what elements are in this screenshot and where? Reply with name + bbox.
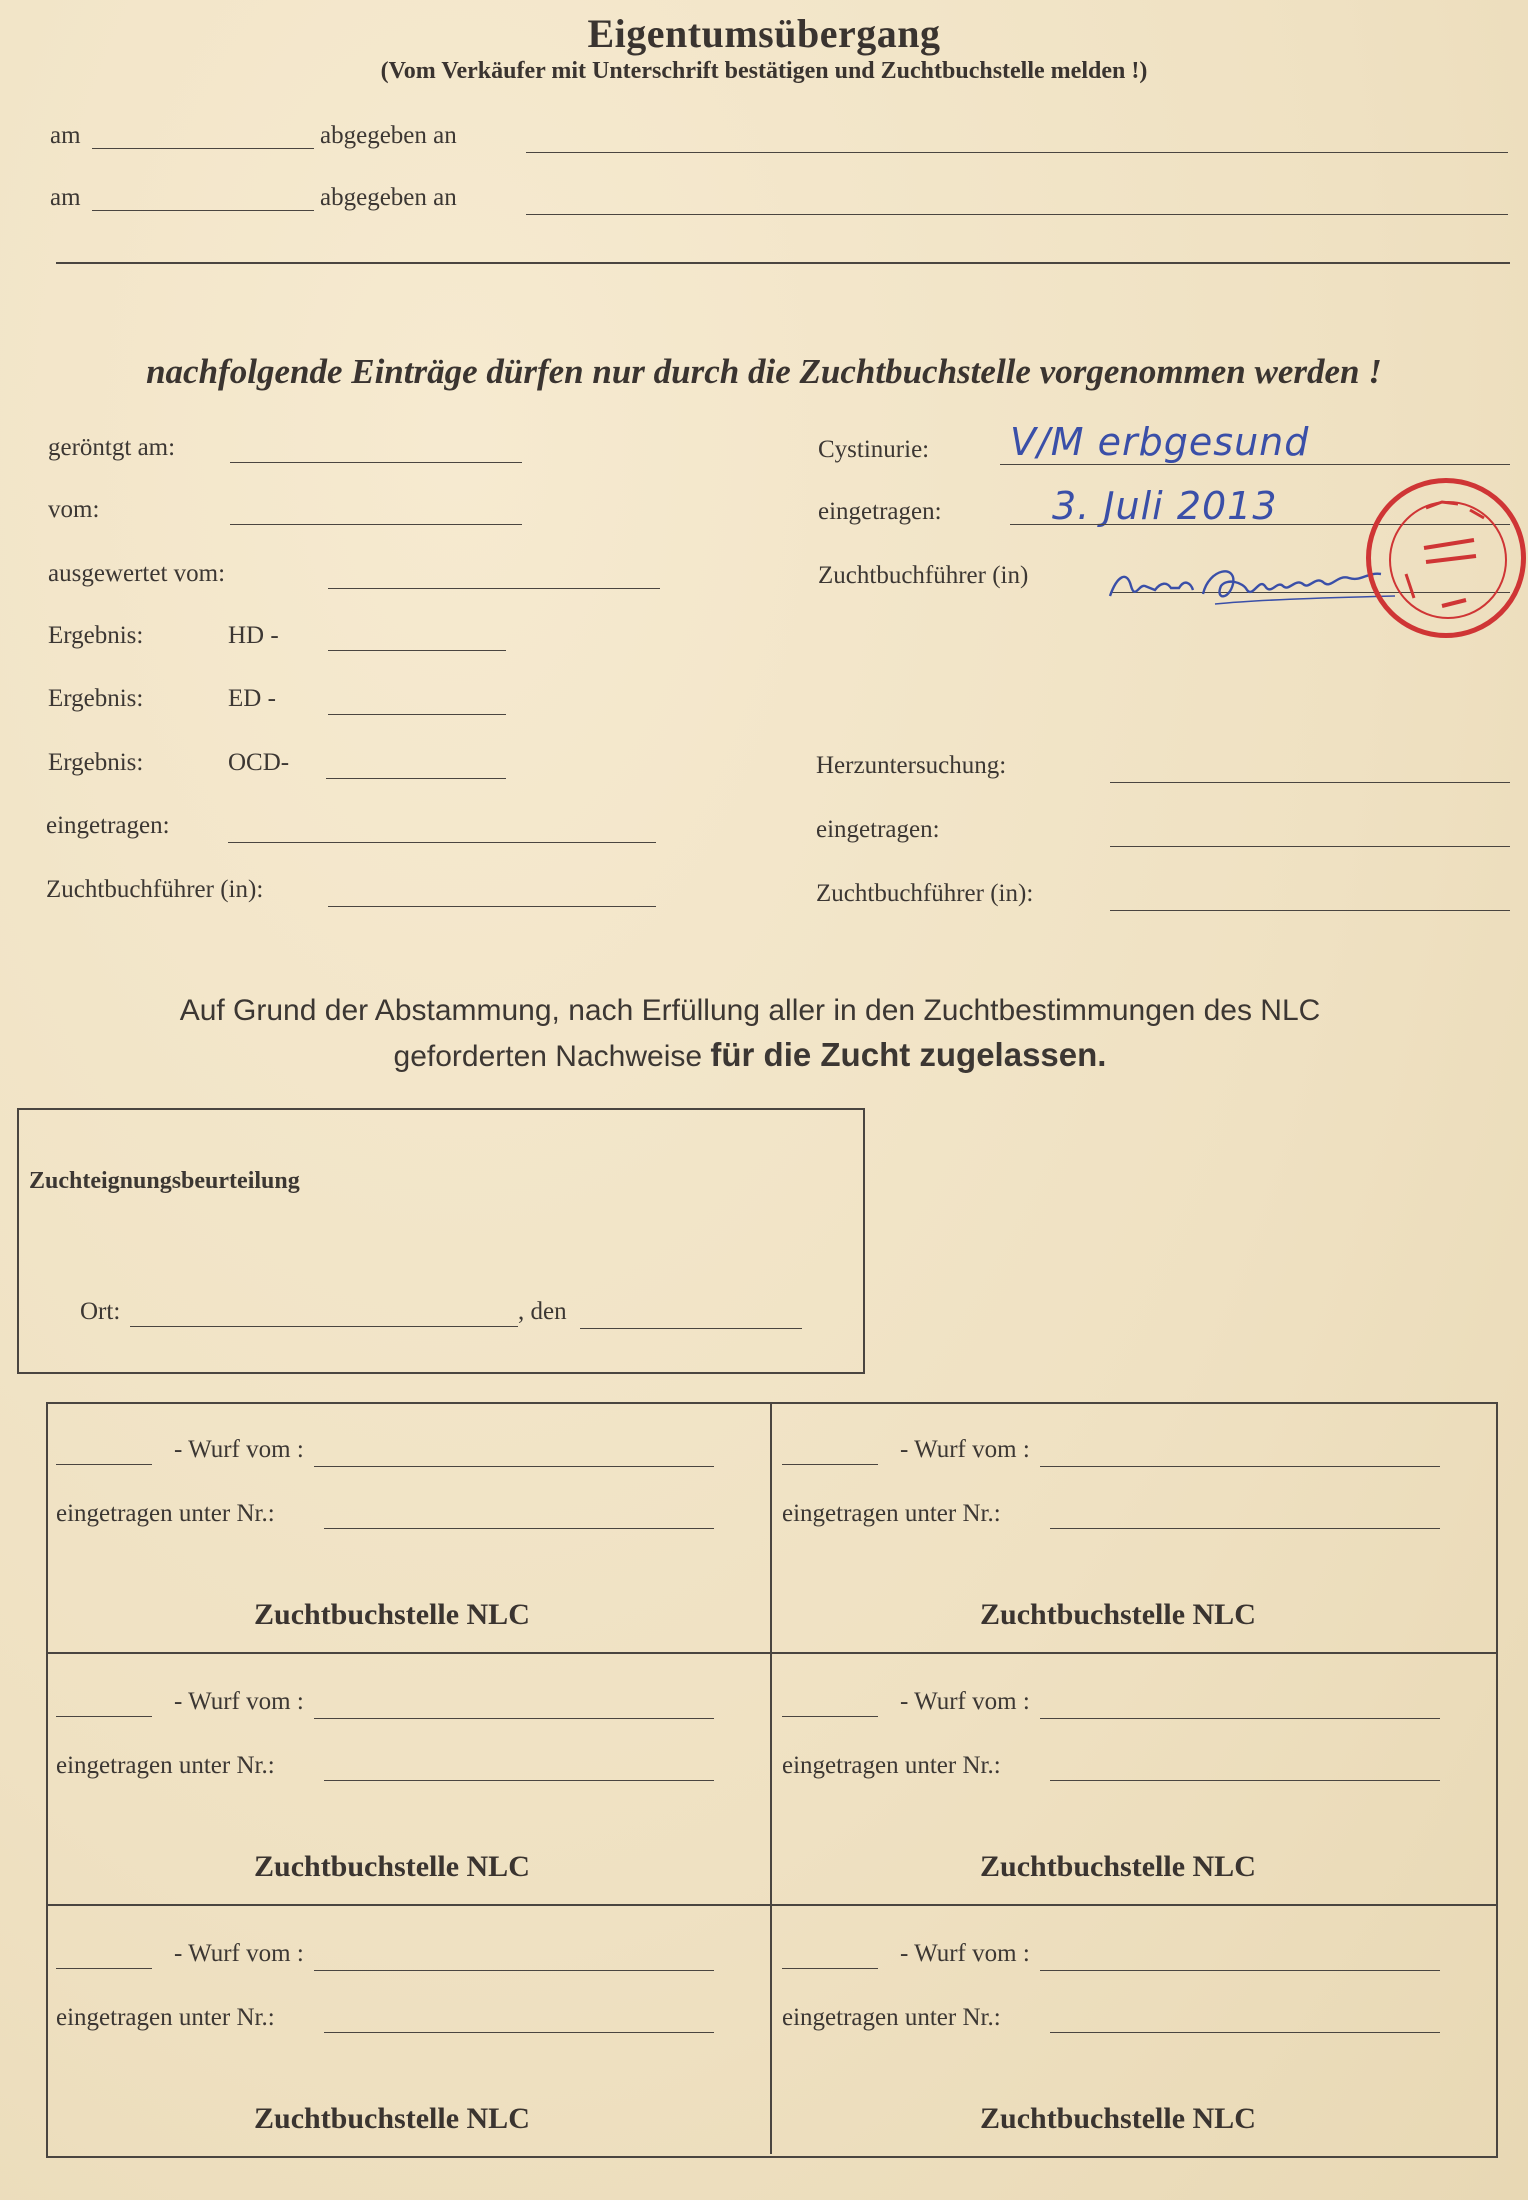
litter-grid-hdivider (46, 1652, 1496, 1654)
litter-footer: Zuchtbuchstelle NLC (254, 1598, 530, 1631)
zuchtbuchfuehrer-label-right: Zuchtbuchführer (in) (818, 562, 1029, 589)
eingetragen-label-right: eingetragen: (818, 498, 942, 525)
approval-line-2 (0, 1036, 1528, 1074)
abgegeben-label-1: abgegeben an (320, 122, 457, 149)
hd-field[interactable] (328, 650, 506, 651)
abgegeben-field-2[interactable] (526, 214, 1508, 215)
litter-wurf-label: - Wurf vom : (900, 1688, 1030, 1715)
litter-number-field[interactable] (782, 1968, 878, 1969)
ed-field[interactable] (328, 714, 506, 715)
litter-date-field[interactable] (1040, 1718, 1440, 1719)
abgegeben-field-1[interactable] (526, 152, 1508, 153)
litter-footer: Zuchtbuchstelle NLC (980, 2102, 1256, 2135)
am-date-field-2[interactable] (92, 210, 314, 211)
litter-number-field[interactable] (782, 1716, 878, 1717)
litter-date-field[interactable] (1040, 1466, 1440, 1467)
herzuntersuchung-label: Herzuntersuchung: (816, 752, 1007, 779)
litter-eingetragen-label: eingetragen unter Nr.: (56, 2004, 275, 2031)
herzuntersuchung-field[interactable] (1110, 782, 1510, 783)
page-title: Eigentumsübergang (587, 11, 941, 56)
ergebnis-label-ocd: Ergebnis: (48, 749, 144, 776)
ausgewertet-field[interactable] (328, 588, 660, 589)
assessment-box (17, 1108, 865, 1374)
zuchtbuchfuehrer-label-left: Zuchtbuchführer (in): (46, 876, 264, 903)
litter-nr-field[interactable] (1050, 1780, 1440, 1781)
approval-line-2-bold: für die Zucht zugelassen. (710, 1036, 1107, 1073)
approval-line-2-normal: geforderten Nachweise (393, 1040, 703, 1073)
section-divider (56, 262, 1510, 264)
vom-label: vom: (48, 496, 100, 523)
litter-eingetragen-label: eingetragen unter Nr.: (782, 1752, 1001, 1779)
litter-wurf-label: - Wurf vom : (900, 1940, 1030, 1967)
zuchtbuchfuehrer-field-left[interactable] (328, 906, 656, 907)
club-stamp (1366, 478, 1526, 638)
ort-label: Ort: (80, 1298, 121, 1325)
ergebnis-label-hd: Ergebnis: (48, 622, 144, 649)
eingetragen-label-left: eingetragen: (46, 812, 170, 839)
geroentgt-label: geröntgt am: (48, 434, 176, 461)
am-date-field-1[interactable] (92, 148, 314, 149)
litter-wurf-label: - Wurf vom : (174, 1436, 304, 1463)
litter-eingetragen-label: eingetragen unter Nr.: (782, 2004, 1001, 2031)
litter-date-field[interactable] (1040, 1970, 1440, 1971)
eingetragen-value-right: 3. Juli 2013 (1052, 484, 1278, 528)
litter-number-field[interactable] (56, 1968, 152, 1969)
am-label-2: am (50, 184, 81, 211)
litter-nr-field[interactable] (1050, 1528, 1440, 1529)
geroentgt-field[interactable] (230, 462, 522, 463)
vom-field[interactable] (230, 524, 522, 525)
litter-eingetragen-label: eingetragen unter Nr.: (56, 1752, 275, 1779)
litter-eingetragen-label: eingetragen unter Nr.: (56, 1500, 275, 1527)
litter-grid-hdivider (46, 1904, 1496, 1906)
cystinurie-label: Cystinurie: (818, 436, 930, 463)
ausgewertet-label: ausgewertet vom: (48, 560, 226, 587)
litter-footer: Zuchtbuchstelle NLC (254, 1850, 530, 1883)
hd-label: HD - (228, 622, 279, 649)
litter-date-field[interactable] (314, 1970, 714, 1971)
eingetragen2-label-right: eingetragen: (816, 816, 940, 843)
eingetragen2-field-right[interactable] (1110, 846, 1510, 847)
litter-number-field[interactable] (782, 1464, 878, 1465)
ergebnis-label-ed: Ergebnis: (48, 685, 144, 712)
page-subtitle: (Vom Verkäufer mit Unterschrift bestätigen und Zuchtbuchstelle melden !) (380, 58, 1148, 84)
litter-date-field[interactable] (314, 1466, 714, 1467)
cystinurie-field[interactable] (1000, 464, 1510, 465)
litter-date-field[interactable] (314, 1718, 714, 1719)
ort-field[interactable] (130, 1326, 518, 1327)
ed-label: ED - (228, 685, 276, 712)
zuchtbuchstelle-notice: nachfolgende Einträge dürfen nur durch die Zuchtbuchstelle vorgenommen werden ! (146, 352, 1382, 391)
litter-wurf-label: - Wurf vom : (174, 1940, 304, 1967)
am-label-1: am (50, 122, 81, 149)
litter-wurf-label: - Wurf vom : (900, 1436, 1030, 1463)
eingetragen-field-left[interactable] (228, 842, 656, 843)
litter-number-field[interactable] (56, 1464, 152, 1465)
ocd-field[interactable] (326, 778, 506, 779)
approval-line-1: Auf Grund der Abstammung, nach Erfüllung aller in den Zuchtbestimmungen des NLC (179, 994, 1321, 1027)
abgegeben-label-2: abgegeben an (320, 184, 457, 211)
litter-nr-field[interactable] (324, 2032, 714, 2033)
zuchtbuchfuehrer2-field-right[interactable] (1110, 910, 1510, 911)
assessment-title: Zuchteignungsbeurteilung (29, 1168, 300, 1194)
litter-grid-vdivider (770, 1404, 772, 2154)
zuchtbuchfuehrer2-label-right: Zuchtbuchführer (in): (816, 880, 1034, 907)
litter-footer: Zuchtbuchstelle NLC (980, 1850, 1256, 1883)
signature-image (1105, 556, 1405, 616)
cystinurie-value: V/M erbgesund (1010, 420, 1310, 464)
litter-nr-field[interactable] (324, 1780, 714, 1781)
litter-eingetragen-label: eingetragen unter Nr.: (782, 1500, 1001, 1527)
litter-wurf-label: - Wurf vom : (174, 1688, 304, 1715)
den-label: , den (518, 1298, 567, 1325)
ocd-label: OCD- (228, 749, 290, 776)
litter-footer: Zuchtbuchstelle NLC (254, 2102, 530, 2135)
den-field[interactable] (580, 1328, 802, 1329)
litter-nr-field[interactable] (1050, 2032, 1440, 2033)
litter-footer: Zuchtbuchstelle NLC (980, 1598, 1256, 1631)
litter-nr-field[interactable] (324, 1528, 714, 1529)
litter-number-field[interactable] (56, 1716, 152, 1717)
